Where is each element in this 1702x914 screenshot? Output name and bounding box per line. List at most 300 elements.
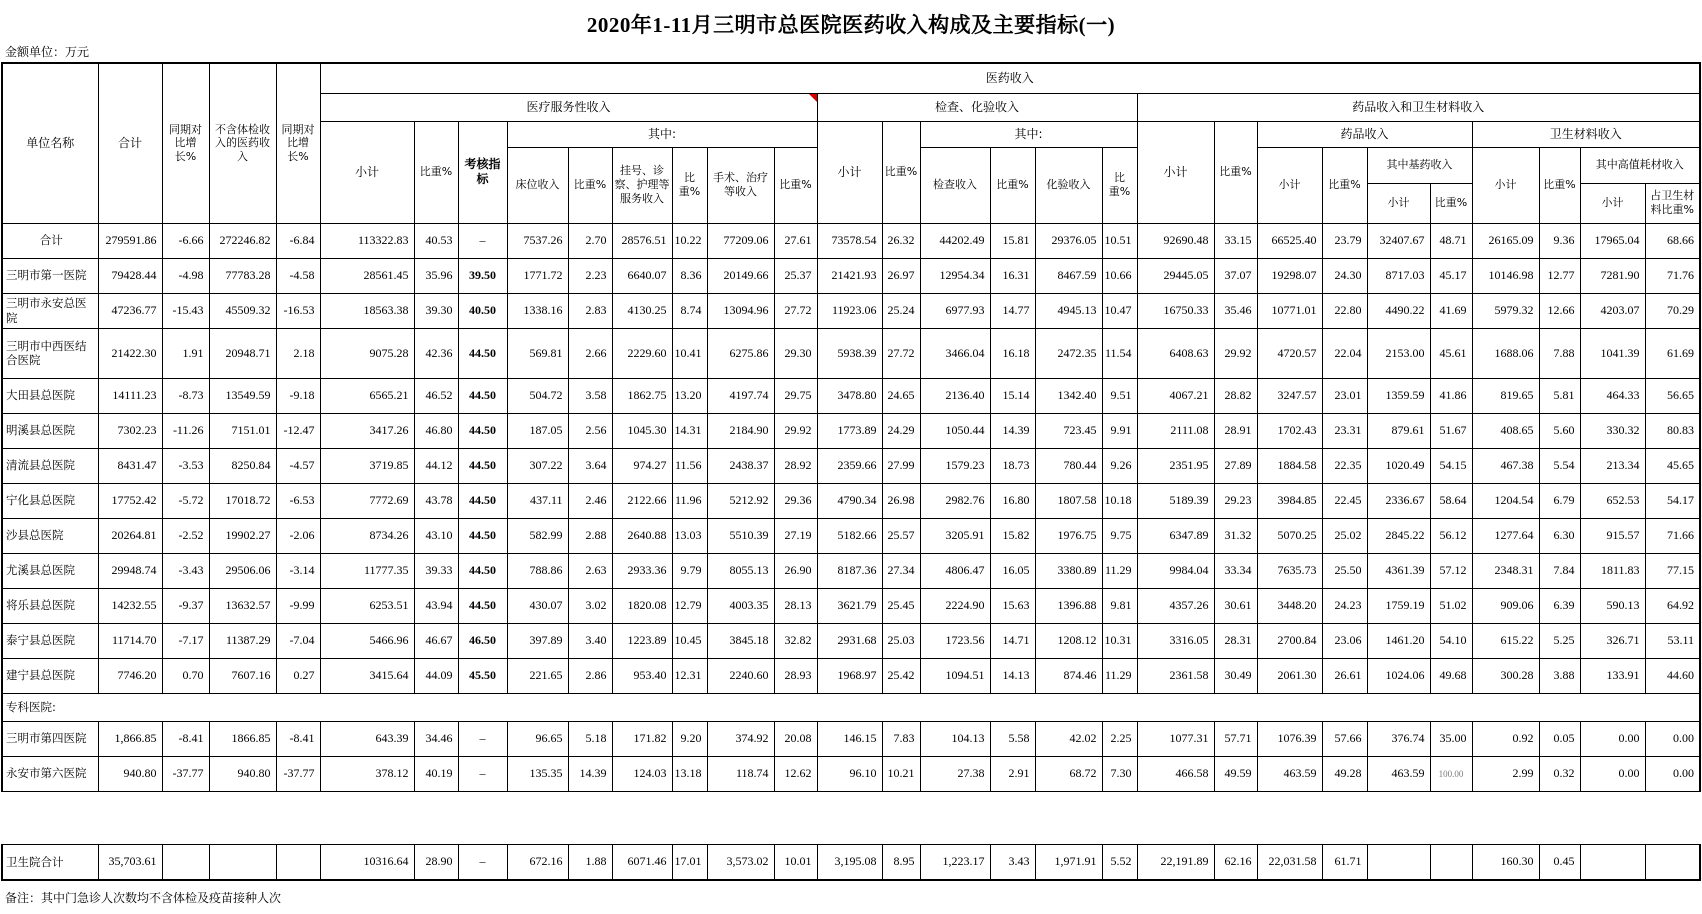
cell: 16.05 <box>990 553 1035 588</box>
cell: 12.79 <box>672 588 707 623</box>
cell: 10.51 <box>1102 223 1137 258</box>
cell: 56.65 <box>1645 378 1700 413</box>
cell: 1688.06 <box>1472 328 1539 378</box>
cell: 6347.89 <box>1137 518 1214 553</box>
table-row <box>2 623 1700 658</box>
table-gap <box>0 792 1702 844</box>
cell: 5189.39 <box>1137 483 1214 518</box>
cell: 0.00 <box>1645 756 1700 791</box>
cell: – <box>458 756 507 791</box>
cell: 45.17 <box>1430 258 1472 293</box>
cell: 29.30 <box>774 328 817 378</box>
cell: 12.66 <box>1539 293 1580 328</box>
cell: 12.31 <box>672 658 707 693</box>
cell: 80.83 <box>1645 413 1700 448</box>
cell: 463.59 <box>1257 756 1322 791</box>
cell: 2.91 <box>990 756 1035 791</box>
cell: 723.45 <box>1035 413 1102 448</box>
cell: 66525.40 <box>1257 223 1322 258</box>
cell: -4.98 <box>162 258 209 293</box>
cell: 77209.06 <box>707 223 774 258</box>
cell: 29445.05 <box>1137 258 1214 293</box>
cell: 14.71 <box>990 623 1035 658</box>
cell: 1862.75 <box>612 378 672 413</box>
cell: 7.30 <box>1102 756 1137 791</box>
col-header-proportion: 比重% <box>672 147 707 223</box>
cell: 44.09 <box>414 658 458 693</box>
cell: 46.50 <box>458 623 507 658</box>
cell: 39.30 <box>414 293 458 328</box>
cell: 92690.48 <box>1137 223 1214 258</box>
cell: 14.31 <box>672 413 707 448</box>
cell: 2845.22 <box>1367 518 1430 553</box>
cell: 1050.44 <box>920 413 990 448</box>
table-row <box>2 844 1700 880</box>
cell: 12.62 <box>774 756 817 791</box>
cell: -37.77 <box>162 756 209 791</box>
cell: 54.15 <box>1430 448 1472 483</box>
cell: 43.94 <box>414 588 458 623</box>
cell: 35.00 <box>1430 721 1472 756</box>
cell: 96.10 <box>817 756 882 791</box>
cell: 13.18 <box>672 756 707 791</box>
cell: 46.80 <box>414 413 458 448</box>
cell: 64.92 <box>1645 588 1700 623</box>
cell: 27.38 <box>920 756 990 791</box>
cell: 16.80 <box>990 483 1035 518</box>
cell: 14.13 <box>990 658 1035 693</box>
cell: 17.01 <box>672 844 707 880</box>
cell <box>1645 844 1700 880</box>
cell: 1024.06 <box>1367 658 1430 693</box>
cell: 68.72 <box>1035 756 1102 791</box>
cell: 9.91 <box>1102 413 1137 448</box>
cell: 1579.23 <box>920 448 990 483</box>
cell: 9.79 <box>672 553 707 588</box>
cell: 11.29 <box>1102 553 1137 588</box>
cell: 5.25 <box>1539 623 1580 658</box>
cell: 1076.39 <box>1257 721 1322 756</box>
col-header-material-share: 占卫生材料比重% <box>1645 183 1700 223</box>
cell: 24.65 <box>882 378 920 413</box>
cell: 30.49 <box>1214 658 1257 693</box>
cell: 187.05 <box>507 413 568 448</box>
cell: 100.00 <box>1430 756 1472 791</box>
cell: 133.91 <box>1580 658 1645 693</box>
cell: 8.74 <box>672 293 707 328</box>
cell: 5510.39 <box>707 518 774 553</box>
cell: 2700.84 <box>1257 623 1322 658</box>
col-group-drug-income: 药品收入 <box>1257 121 1472 147</box>
cell: 14111.23 <box>98 378 162 413</box>
cell: 31.32 <box>1214 518 1257 553</box>
cell: 1461.20 <box>1367 623 1430 658</box>
cell: 909.06 <box>1472 588 1539 623</box>
cell: 2.63 <box>568 553 612 588</box>
col-header-proportion: 比重% <box>882 121 920 223</box>
cell: 0.27 <box>276 658 320 693</box>
cell: -15.43 <box>162 293 209 328</box>
cell: 7.84 <box>1539 553 1580 588</box>
col-header-proportion: 比重% <box>990 147 1035 223</box>
cell: 780.44 <box>1035 448 1102 483</box>
cell: 0.92 <box>1472 721 1539 756</box>
cell: 2.66 <box>568 328 612 378</box>
cell: 9.26 <box>1102 448 1137 483</box>
cell: 378.12 <box>320 756 414 791</box>
cell: 3380.89 <box>1035 553 1102 588</box>
cell: 24.30 <box>1322 258 1367 293</box>
cell: -9.37 <box>162 588 209 623</box>
cell: 0.32 <box>1539 756 1580 791</box>
cell: 1976.75 <box>1035 518 1102 553</box>
col-group-base-drug-income: 其中基药收入 <box>1367 147 1472 183</box>
cell: 2240.60 <box>707 658 774 693</box>
row-label: 三明市永安总医院 <box>2 293 98 328</box>
cell: 582.99 <box>507 518 568 553</box>
cell: 7151.01 <box>209 413 276 448</box>
cell: 437.11 <box>507 483 568 518</box>
row-label: 大田县总医院 <box>2 378 98 413</box>
cell: 879.61 <box>1367 413 1430 448</box>
cell: 29.75 <box>774 378 817 413</box>
cell: 32.82 <box>774 623 817 658</box>
summary-table <box>1 844 1701 882</box>
cell: 28.92 <box>774 448 817 483</box>
cell: 22,031.58 <box>1257 844 1322 880</box>
cell: 28.91 <box>1214 413 1257 448</box>
cell: 6.39 <box>1539 588 1580 623</box>
cell: 25.45 <box>882 588 920 623</box>
cell: 11387.29 <box>209 623 276 658</box>
cell: 9.20 <box>672 721 707 756</box>
cell: 14.39 <box>990 413 1035 448</box>
cell: 4361.39 <box>1367 553 1430 588</box>
table-header <box>2 63 1700 223</box>
section-row <box>2 693 1700 721</box>
col-header-subtotal: 小计 <box>320 121 414 223</box>
cell: 2136.40 <box>920 378 990 413</box>
cell: 23.31 <box>1322 413 1367 448</box>
cell: 7746.20 <box>98 658 162 693</box>
cell: 6.30 <box>1539 518 1580 553</box>
cell <box>1580 844 1645 880</box>
cell: 11714.70 <box>98 623 162 658</box>
cell: 819.65 <box>1472 378 1539 413</box>
cell: 27.61 <box>774 223 817 258</box>
cell: 42.02 <box>1035 721 1102 756</box>
cell: 15.82 <box>990 518 1035 553</box>
cell: 96.65 <box>507 721 568 756</box>
cell: 2982.76 <box>920 483 990 518</box>
cell: 4790.34 <box>817 483 882 518</box>
cell: 20.08 <box>774 721 817 756</box>
cell: 15.14 <box>990 378 1035 413</box>
row-label: 明溪县总医院 <box>2 413 98 448</box>
cell: 1094.51 <box>920 658 990 693</box>
cell: 3247.57 <box>1257 378 1322 413</box>
col-header-subtotal: 小计 <box>817 121 882 223</box>
cell: 3415.64 <box>320 658 414 693</box>
cell: 14.77 <box>990 293 1035 328</box>
cell: 3.40 <box>568 623 612 658</box>
cell: 44.50 <box>458 518 507 553</box>
col-header-proportion: 比重% <box>414 121 458 223</box>
col-header-exam-income: 检查收入 <box>920 147 990 223</box>
row-label: 沙县总医院 <box>2 518 98 553</box>
col-group-medical-income: 医药收入 <box>320 63 1700 93</box>
cell: 3.64 <box>568 448 612 483</box>
cell: 2438.37 <box>707 448 774 483</box>
cell: 53.11 <box>1645 623 1700 658</box>
cell: 30.61 <box>1214 588 1257 623</box>
cell: 22.35 <box>1322 448 1367 483</box>
cell: 11923.06 <box>817 293 882 328</box>
cell: 26.90 <box>774 553 817 588</box>
col-group-exam-lab-income: 检查、化验收入 <box>817 93 1137 121</box>
row-label: 永安市第六医院 <box>2 756 98 791</box>
cell: 1759.19 <box>1367 588 1430 623</box>
row-label: 建宁县总医院 <box>2 658 98 693</box>
cell: 6071.46 <box>612 844 672 880</box>
cell: 18.73 <box>990 448 1035 483</box>
cell: -6.84 <box>276 223 320 258</box>
cell: 13.20 <box>672 378 707 413</box>
cell: 6408.63 <box>1137 328 1214 378</box>
cell: 47236.77 <box>98 293 162 328</box>
cell: 41.86 <box>1430 378 1472 413</box>
cell: 2348.31 <box>1472 553 1539 588</box>
cell: 27.19 <box>774 518 817 553</box>
cell: 26.98 <box>882 483 920 518</box>
cell: 77.15 <box>1645 553 1700 588</box>
cell: 11.29 <box>1102 658 1137 693</box>
cell: 874.46 <box>1035 658 1102 693</box>
cell: 5.60 <box>1539 413 1580 448</box>
cell: 15.81 <box>990 223 1035 258</box>
section-label: 专科医院: <box>2 693 1700 721</box>
cell: 15.63 <box>990 588 1035 623</box>
cell: 5.58 <box>990 721 1035 756</box>
cell: 29376.05 <box>1035 223 1102 258</box>
cell: 68.66 <box>1645 223 1700 258</box>
cell: 2061.30 <box>1257 658 1322 693</box>
cell: -7.17 <box>162 623 209 658</box>
col-header-assess-target: 考核指标 <box>458 121 507 223</box>
cell: 2.70 <box>568 223 612 258</box>
cell: 24.23 <box>1322 588 1367 623</box>
cell: 221.65 <box>507 658 568 693</box>
table-row <box>2 448 1700 483</box>
cell: 28.82 <box>1214 378 1257 413</box>
cell: 44.60 <box>1645 658 1700 693</box>
cell: 17752.42 <box>98 483 162 518</box>
cell: 3478.80 <box>817 378 882 413</box>
cell: 62.16 <box>1214 844 1257 880</box>
cell: 27.72 <box>774 293 817 328</box>
col-header-subtotal: 小计 <box>1472 147 1539 223</box>
cell: 46.67 <box>414 623 458 658</box>
cell: 3.58 <box>568 378 612 413</box>
main-table <box>1 62 1701 792</box>
cell: 16750.33 <box>1137 293 1214 328</box>
cell: 5938.39 <box>817 328 882 378</box>
cell: 13094.96 <box>707 293 774 328</box>
cell: 4720.57 <box>1257 328 1322 378</box>
cell: -3.14 <box>276 553 320 588</box>
cell: 16.31 <box>990 258 1035 293</box>
cell: -8.41 <box>276 721 320 756</box>
cell: 26.32 <box>882 223 920 258</box>
cell: 7607.16 <box>209 658 276 693</box>
cell: 5070.25 <box>1257 518 1322 553</box>
cell: 9.36 <box>1539 223 1580 258</box>
cell: 12.77 <box>1539 258 1580 293</box>
cell: 788.86 <box>507 553 568 588</box>
cell: 22.45 <box>1322 483 1367 518</box>
cell: 40.53 <box>414 223 458 258</box>
cell: 10.01 <box>774 844 817 880</box>
cell: 0.00 <box>1645 721 1700 756</box>
cell: 27.72 <box>882 328 920 378</box>
cell: 5212.92 <box>707 483 774 518</box>
cell: -3.43 <box>162 553 209 588</box>
cell: 5979.32 <box>1472 293 1539 328</box>
table-row <box>2 756 1700 791</box>
cell: 2336.67 <box>1367 483 1430 518</box>
cell: 10.66 <box>1102 258 1137 293</box>
cell: 27.34 <box>882 553 920 588</box>
cell: 58.64 <box>1430 483 1472 518</box>
cell: 34.46 <box>414 721 458 756</box>
cell: 376.74 <box>1367 721 1430 756</box>
cell: 44.50 <box>458 483 507 518</box>
cell: 28.90 <box>414 844 458 880</box>
col-header-subtotal: 小计 <box>1580 183 1645 223</box>
cell: 35.46 <box>1214 293 1257 328</box>
cell: – <box>458 721 507 756</box>
cell: 3205.91 <box>920 518 990 553</box>
cell: 25.37 <box>774 258 817 293</box>
cell: 22.04 <box>1322 328 1367 378</box>
table-row <box>2 518 1700 553</box>
cell: 4203.07 <box>1580 293 1645 328</box>
cell: 46.52 <box>414 378 458 413</box>
cell: 2359.66 <box>817 448 882 483</box>
cell: 10316.64 <box>320 844 414 880</box>
cell: 2361.58 <box>1137 658 1214 693</box>
cell: 1702.43 <box>1257 413 1322 448</box>
cell: 279591.86 <box>98 223 162 258</box>
footnote: 备注：其中门急诊人次数均不含体检及疫苗接种人次 <box>5 891 282 905</box>
cell <box>1367 844 1430 880</box>
cell: 1723.56 <box>920 623 990 658</box>
cell: 11.56 <box>672 448 707 483</box>
cell: 10.18 <box>1102 483 1137 518</box>
cell: – <box>458 223 507 258</box>
cell: 4357.26 <box>1137 588 1214 623</box>
row-label: 三明市中西医结合医院 <box>2 328 98 378</box>
cell: 1,971.91 <box>1035 844 1102 880</box>
col-header-bed-income: 床位收入 <box>507 147 568 223</box>
cell: 118.74 <box>707 756 774 791</box>
cell: 56.12 <box>1430 518 1472 553</box>
cell: – <box>458 844 507 880</box>
col-group-service-income-label: 医疗服务性收入 <box>526 99 611 114</box>
cell: 171.82 <box>612 721 672 756</box>
col-header-registration-income: 挂号、诊察、护理等服务收入 <box>612 147 672 223</box>
cell: -6.53 <box>276 483 320 518</box>
cell: 915.57 <box>1580 518 1645 553</box>
cell: 9075.28 <box>320 328 414 378</box>
cell: -4.57 <box>276 448 320 483</box>
cell: 974.27 <box>612 448 672 483</box>
cell: 49.68 <box>1430 658 1472 693</box>
cell <box>209 844 276 880</box>
cell: 615.22 <box>1472 623 1539 658</box>
cell: 23.06 <box>1322 623 1367 658</box>
cell: 29.23 <box>1214 483 1257 518</box>
cell: 11777.35 <box>320 553 414 588</box>
row-label: 卫生院合计 <box>2 844 98 880</box>
cell: 5.81 <box>1539 378 1580 413</box>
cell: 54.10 <box>1430 623 1472 658</box>
comment-flag-icon <box>809 94 817 102</box>
cell: 10.31 <box>1102 623 1137 658</box>
cell: 467.38 <box>1472 448 1539 483</box>
col-header-proportion: 比重% <box>1539 147 1580 223</box>
cell: 44.50 <box>458 328 507 378</box>
cell: 40.19 <box>414 756 458 791</box>
cell: 26.61 <box>1322 658 1367 693</box>
cell: 7281.90 <box>1580 258 1645 293</box>
cell: 3621.79 <box>817 588 882 623</box>
cell: 8717.03 <box>1367 258 1430 293</box>
cell: 330.32 <box>1580 413 1645 448</box>
row-label: 三明市第一医院 <box>2 258 98 293</box>
cell: 44.50 <box>458 553 507 588</box>
col-header-lab-income: 化验收入 <box>1035 147 1102 223</box>
cell: 28576.51 <box>612 223 672 258</box>
cell: 6275.86 <box>707 328 774 378</box>
cell: 43.10 <box>414 518 458 553</box>
cell: 45.50 <box>458 658 507 693</box>
cell: -2.06 <box>276 518 320 553</box>
cell: 1396.88 <box>1035 588 1102 623</box>
cell: 14232.55 <box>98 588 162 623</box>
cell: 9.75 <box>1102 518 1137 553</box>
cell: 7.83 <box>882 721 920 756</box>
cell: 1204.54 <box>1472 483 1539 518</box>
cell: 2.56 <box>568 413 612 448</box>
cell: 3.43 <box>990 844 1035 880</box>
cell: 39.33 <box>414 553 458 588</box>
cell: 2.25 <box>1102 721 1137 756</box>
col-header-surgery-income: 手术、治疗等收入 <box>707 147 774 223</box>
cell <box>162 844 209 880</box>
cell: 569.81 <box>507 328 568 378</box>
cell: 45509.32 <box>209 293 276 328</box>
cell: 940.80 <box>209 756 276 791</box>
cell: 28.31 <box>1214 623 1257 658</box>
cell: 940.80 <box>98 756 162 791</box>
cell: 29506.06 <box>209 553 276 588</box>
cell: 73578.54 <box>817 223 882 258</box>
col-header-subtotal: 小计 <box>1137 121 1214 223</box>
cell: -4.58 <box>276 258 320 293</box>
cell: 5466.96 <box>320 623 414 658</box>
cell: 71.76 <box>1645 258 1700 293</box>
